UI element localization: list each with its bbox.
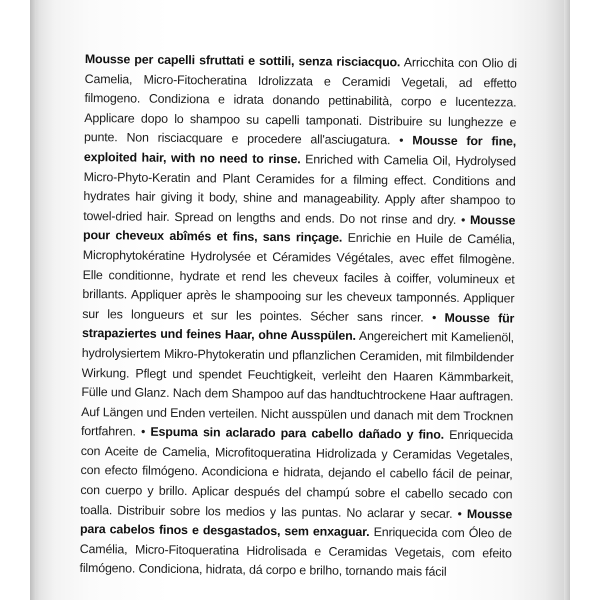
separator-bullet: • [140, 424, 146, 439]
german-title: Mousse für strapaziertes und feines Haar, ohne Ausspülen. [81, 310, 515, 344]
french-title: Mousse pour cheveux abîmés et fins, sans rinçage. [82, 212, 516, 246]
italian-title: Mousse per capelli sfruttati e sottili, senza risciacquo. [84, 51, 401, 70]
english-title: Mousse for fine, exploited hair, with no need to rinse. [83, 133, 517, 167]
english-body: Enriched with Camelia Oil, Hydrolysed Micro-Phyto-Keratin and Plant Ceramides for a filming effect. Conditions and hydrates hair giving it body, shine and manageability. Apply after shampoo to towel-dried hair. Spread on lengths and ends. Do not rinse and dry. [83, 152, 516, 227]
spanish-title: Espuma sin aclarado para cabello dañado y fino. [150, 424, 445, 443]
spanish-body: Enriquecida con Aceite de Camelia, Microfitoqueratina Hidrolizada y Ceramidas Vegetales, con efecto filmógeno. Acondiciona e hidrata, dejando el cabello fácil de peinar, con cuerpo y brillo. Aplicar después del champú sobre el cabello secado con toalla. Distribuir sobre los medios y las puntas. No aclarar y secar. [80, 428, 514, 521]
italian-body: Arricchita con Olio di Camelia, Micro-Fitocheratina Idrolizzata e Ceramidi Vegetali, ad effetto filmogeno. Condiziona e idrata donando pettinabilità, corpo e lucentezza. Applicare dopo lo shampoo su capelli tamponati. Distribuire su lunghezze e punte. Non risciacquare e procedere all'asciugatura. [84, 55, 517, 148]
portuguese-body: Enriquecida com Óleo de Camélia, Micro-Fitoqueratina Hidrolisada e Ceramidas Vegetais, com efeito filmógeno. Condiciona, hidrata, dá corpo e brilho, tornando mais fácil [79, 525, 513, 580]
german-body: Angereichert mit Kamelienöl, hydrolysiertem Mikro-Phytokeratin und pflanzlichen Ceramiden, mit filmbildender Wirkung. Pflegt und spendet Feuchtigkeit, verleiht den Haaren Kämmbarkeit, Fülle und Glanz. Nach dem Shampoo auf das handtuchtrockene Haar auftragen. Auf Längen und Enden verteilen. Nicht ausspülen und danach mit dem Trocknen fortfahren. [80, 329, 515, 439]
separator-bullet: • [399, 133, 404, 148]
ingredients-label [79, 50, 517, 584]
separator-bullet: • [431, 310, 437, 325]
portuguese-title: Mousse para cabelos finos e desgastados, sem enxaguar. [79, 506, 513, 540]
separator-bullet: • [460, 212, 466, 227]
french-body: Enrichie en Huile de Camélia, Microphytokératine Hydrolysée et Céramides Végétales, avec effet filmogène. Elle conditionne, hydrate et rend les cheveux faciles à coiffer, volumineux et brillants. Appliquer après le shampooing sur les cheveux tamponnés. Appliquer sur les longueurs et sur les pointes. Sécher sans rincer. [82, 231, 516, 325]
separator-bullet: • [457, 506, 462, 521]
